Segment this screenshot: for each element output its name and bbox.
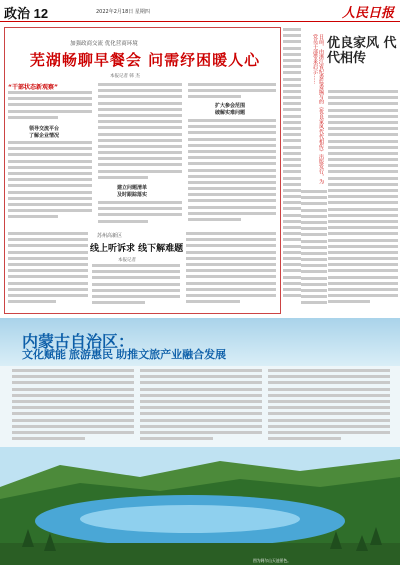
- top-story-kicker: 加强政商交流 优化营商环境: [70, 41, 138, 47]
- top-story-byline: 本报记者 韩 杰: [110, 74, 140, 79]
- body-text-column: [98, 83, 182, 183]
- body-text-column: [98, 201, 182, 227]
- body-text-column: [8, 232, 88, 310]
- top-story-headline: 芜湖畅聊早餐会 问需纾困暖人心: [29, 51, 261, 69]
- body-text-column: [301, 190, 327, 315]
- top-story-subhead: 建立问题清单 及时跟踪落实: [116, 185, 147, 198]
- body-text-column: [188, 119, 276, 227]
- section-label: 政治 12: [4, 6, 49, 21]
- body-text-column: [328, 90, 398, 315]
- body-text-column: [8, 91, 92, 124]
- issue-date: 2022年2月18日 星期四: [96, 9, 150, 15]
- body-text-column: [283, 28, 301, 315]
- newspaper-logo: 人民日报: [341, 6, 394, 21]
- side-story-title: 优良家风 代代相传: [327, 36, 397, 66]
- bottom-story-byline: 本报记者: [118, 258, 136, 263]
- body-text-column: [186, 232, 276, 310]
- body-text-column: [8, 141, 92, 226]
- body-text-column: [12, 369, 134, 445]
- top-story-subhead: 领导交流平台 了解企业情况: [28, 126, 59, 139]
- lake-photo: [0, 447, 400, 565]
- page-header: [0, 0, 400, 22]
- feature-subtitle: 文化赋能 旅游惠民 助推文旅产业融合发展: [22, 349, 227, 361]
- feature-title: 内蒙古自治区：: [22, 334, 135, 351]
- body-text-column: [92, 264, 180, 310]
- top-story-subhead: 扩大参会范围 破解实难问题: [214, 103, 245, 116]
- side-story-deck: 日前，由浙江省纪委监委编写的《优良家风代代相传》出版发行，为党员干部带来启示……: [312, 34, 324, 184]
- top-story-subhead: “干部状态新观察”: [8, 84, 58, 91]
- photo-caption: 图为阿尔山天池景色。: [253, 558, 291, 563]
- body-text-column: [268, 369, 390, 445]
- body-text-column: [140, 369, 262, 445]
- bottom-story-kicker: 苏州高新区: [97, 233, 123, 239]
- body-text-column: [188, 83, 276, 101]
- bottom-story-title: 线上听诉求 线下解难题: [90, 244, 184, 254]
